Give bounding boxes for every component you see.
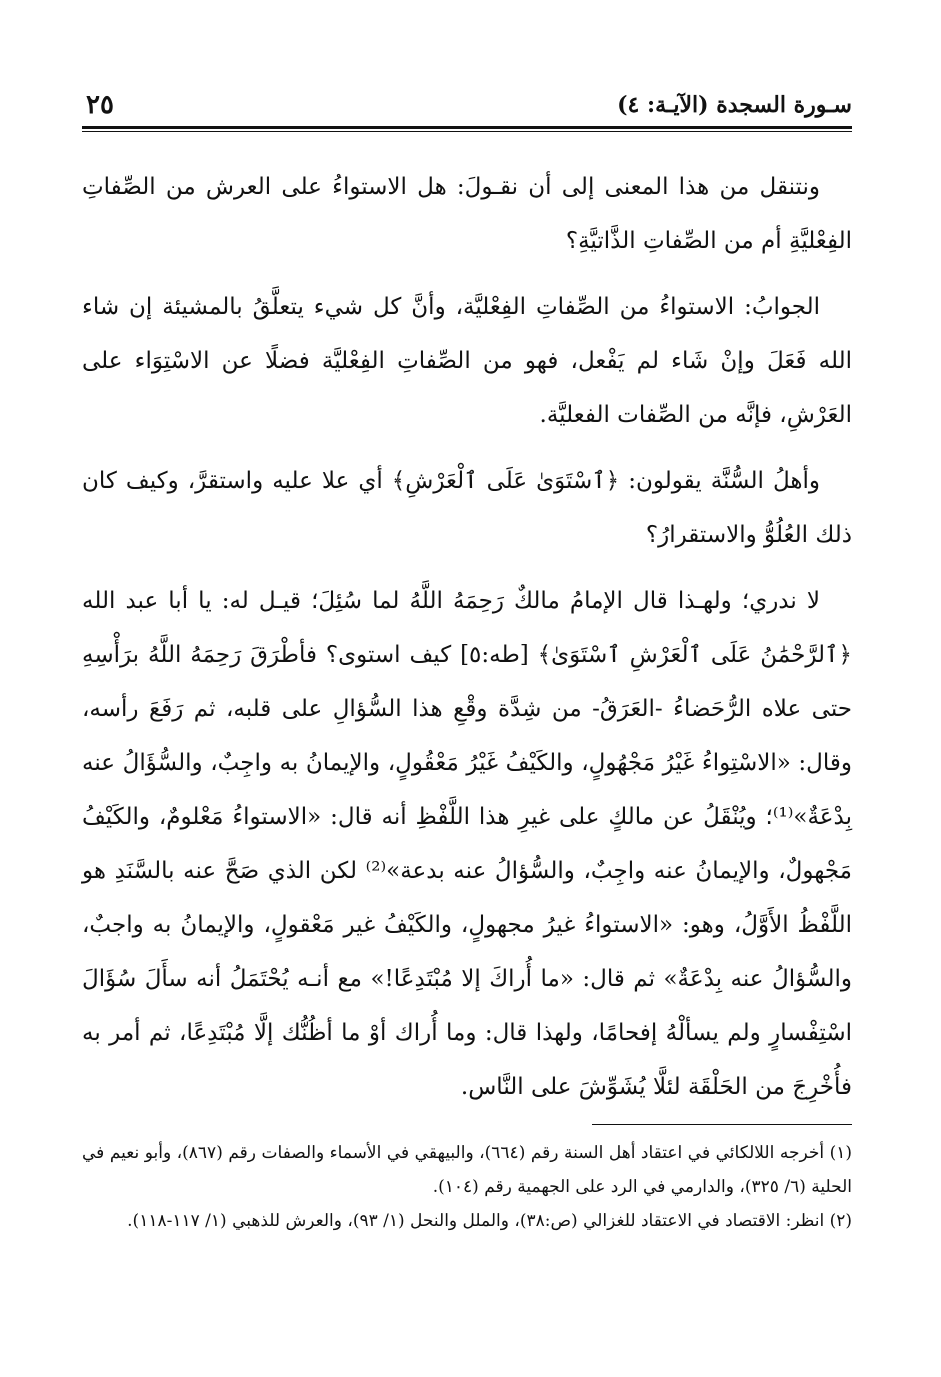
footnotes — [82, 1136, 852, 1238]
page-header — [82, 88, 852, 128]
main-text — [82, 160, 852, 1126]
header-rule-thin — [82, 131, 852, 132]
paragraph: ونتنقل من هذا المعنى إلى أن نقـولَ: هل الاستواءُ على العرش من الصِّفاتِ الفِعْليَّةِ أم من الصِّفاتِ الذَّاتيَّةِ؟ — [82, 174, 852, 254]
paragraph: وأهلُ السُّنَّة يقولون: ﴿ٱسْتَوَىٰ عَلَى ٱلْعَرْشِ﴾ أي علا عليه واستقرَّ، وكيف كان ذلك العُلُوُّ والاستقرارُ؟ — [82, 468, 852, 548]
footnote-separator — [592, 1124, 852, 1125]
page-number: ٢٥ — [86, 90, 114, 120]
paragraph: لا ندري؛ ولهـذا قال الإمامُ مالكٌ رَحِمَهُ اللَّهُ لما سُئِلَ؛ قيـل له: يا أبا عبد الله ﴿ٱلرَّحْمَٰنُ عَلَى ٱلْعَرْشِ ٱسْتَوَىٰ﴾ [طه:٥] كيف استوى؟ فأطْرَقَ رَحِمَهُ اللَّهُ برَأْسِهِ حتى علاه الرُّحَضاءُ -العَرَقُ- من شِدَّة وقْعِ هذا السُّؤالِ على قلبه، ثم رَفَعَ رأسه، وقال: «الاسْتِواءُ غَيْرُ مَجْهُولٍ، والكَيْفُ غَيْرُ مَعْقُولٍ، والإيمانُ به واجِبٌ، والسُّؤَالُ عنه بِدْعَةٌ»⁽¹⁾؛ ويُنْقَلُ عن مالكٍ على غيرِ هذا اللَّفْظِ أنه قال: «الاستواءُ مَعْلومٌ، والكَيْفُ مَجْهولٌ، والإيمانُ عنه واجِبٌ، والسُّؤالُ عنه بدعة»⁽²⁾ لكن الذي صَحَّ عنه بالسَّنَدِ هو اللَّفْظُ الأَوَّلُ، وهو: «الاستواءُ غيرُ مجهولٍ، والكَيْفُ غير مَعْقولٍ، والإيمانُ به واجبٌ، والسُّؤالُ عنه بِدْعَةٌ» ثم قال: «ما أُراكَ إلا مُبْتَدِعًا!» مع أنـه يُحْتَمَلُ أنه سأَلَ سُؤَالَ اسْتِفْسارٍ ولم يسألْهُ إفحامًا، ولهذا قال: وما أُراك أوْ ما أظُنُّك إلَّا مُبْتَدِعًا، ثم أمر به فأُخْرِجَ من الحَلْقَة لئلَّا يُشَوِّشَ على النَّاس. — [82, 588, 852, 1100]
running-title: سـورة السجدة (الآيـة: ٤) — [617, 92, 852, 118]
footnote: (٢) انظر: الاقتصاد في الاعتقاد للغزالي (ص:٣٨)، والملل والنحل (١/ ٩٣)، والعرش للذهبي (١/ ١١٧-١١٨). — [127, 1211, 852, 1231]
header-rule — [82, 126, 852, 129]
footnote: (١) أخرجه اللالكائي في اعتقاد أهل السنة رقم (٦٦٤)، والبيهقي في الأسماء والصفات رقم (٨٦٧)، وأبو نعيم في الحلية (٦/ ٣٢٥)، والدارمي في الرد على الجهمية رقم (١٠٤). — [82, 1143, 852, 1197]
paragraph: الجوابُ: الاستواءُ من الصِّفاتِ الفِعْليَّة، وأنَّ كل شيء يتعلَّقُ بالمشيئة إن شاء الله فَعَلَ وإنْ شَاء لم يَفْعل، فهو من الصِّفاتِ الفِعْليَّة فضلًا عن الاسْتِوَاء على العَرْشِ، فإنَّه من الصِّفات الفعليَّة. — [82, 294, 852, 428]
